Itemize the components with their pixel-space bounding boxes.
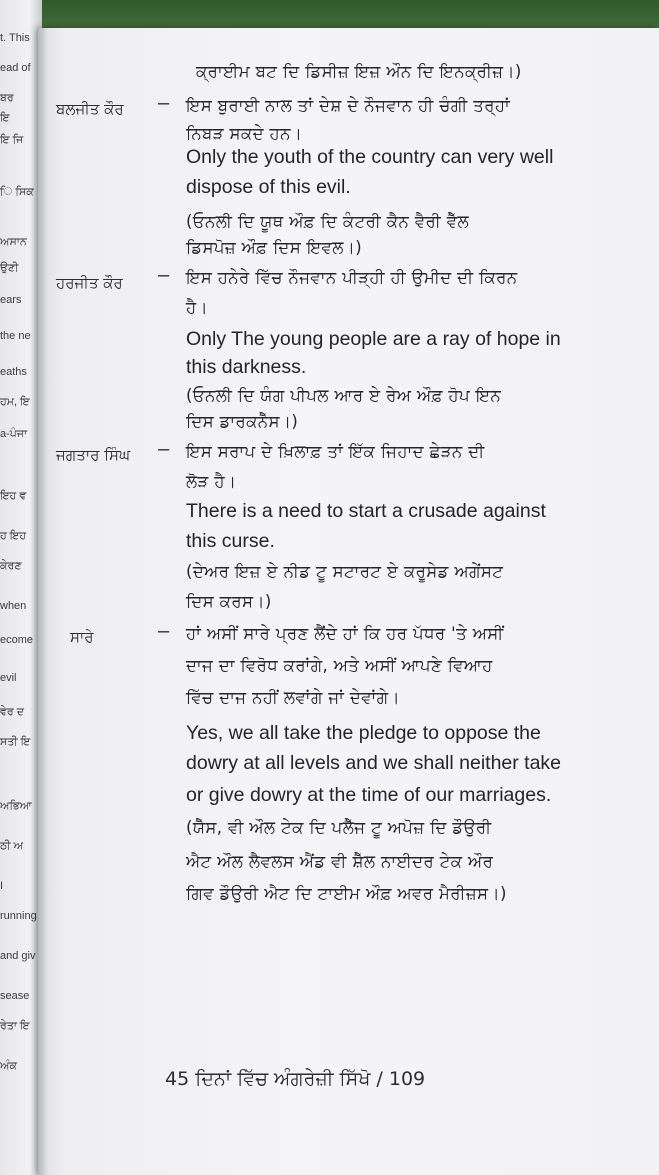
page-gutter-shadow <box>38 28 48 1175</box>
punjabi-line: (ਓਨਲੀ ਦਿ ਯੂਥ ਔਫ਼ ਦਿ ਕੰਟਰੀ ਕੈਨ ਵੈਰੀ ਵੈੱਲ <box>186 212 470 231</box>
english-line: this darkness. <box>186 356 307 378</box>
english-line: Only the youth of the country can very well <box>186 146 554 168</box>
left-page-fragment: t. This <box>0 32 30 44</box>
english-line: or give dowry at the time of our marriages. <box>186 784 552 806</box>
page-footer: 45 ਦਿਨਾਂ ਵਿੱਚ ਅੰਗਰੇਜ਼ੀ ਸਿੱਖੋ / 109 <box>165 1068 426 1090</box>
dialogue-dash: – <box>158 92 170 114</box>
left-page-fragment: ਹਮ, ਇ <box>0 396 30 408</box>
left-page-fragment: a-ਪੰਜਾ <box>0 428 28 440</box>
dialogue-dash: – <box>158 264 170 286</box>
left-page-fragment: ਇ ਜਿ <box>0 134 24 146</box>
left-page-fragment: ead of <box>0 62 31 74</box>
dialogue-dash: – <box>158 620 170 642</box>
left-page-fragment: ਅਸਾਨ <box>0 236 27 248</box>
left-page-fragment: eaths <box>0 366 27 378</box>
english-line: this curse. <box>186 530 275 552</box>
left-page-fragment: ਬਰ <box>0 92 14 104</box>
english-line: Yes, we all take the pledge to oppose the <box>186 722 541 744</box>
punjabi-line: ਦਿਸ ਡਾਰਕਨੈੱਸ।) <box>186 412 299 431</box>
punjabi-line: ਇਸ ਸਰਾਪ ਦੇ ਖ਼ਿਲਾਫ਼ ਤਾਂ ਇੱਕ ਜਿਹਾਦ ਛੇੜਨ ਦੀ <box>186 442 485 461</box>
punjabi-line: (ਦੇਅਰ ਇਜ਼ ਏ ਨੀਡ ਟੂ ਸਟਾਰਟ ਏ ਕਰੂਸੇਡ ਅਗੇਂਸਟ <box>186 562 504 581</box>
left-page-fragment: ਅਭਿਆ <box>0 800 32 812</box>
left-page-fragment: and giv <box>0 950 36 962</box>
speaker-name: ਜਗਤਾਰ ਸਿੰਘ <box>56 446 131 464</box>
left-page-fragment: ਉਣੀ <box>0 262 19 274</box>
left-page-fragment: ਰੇਤਾ ਇ <box>0 1020 30 1032</box>
punjabi-line: ਹੈ। <box>186 298 209 317</box>
left-page-fragment: ਅੰਕ <box>0 1060 17 1072</box>
punjabi-line: ਹਾਂ ਅਸੀਂ ਸਾਰੇ ਪ੍ਰਣ ਲੈਂਦੇ ਹਾਂ ਕਿ ਹਰ ਪੱਧਰ 'ਤੇ ਅਸੀਂ <box>186 624 504 643</box>
punjabi-line: ਇਸ ਹਨੇਰੇ ਵਿੱਚ ਨੌਜਵਾਨ ਪੀੜ੍ਹੀ ਹੀ ਉਮੀਦ ਦੀ ਕਿਰਨ <box>186 268 518 287</box>
left-page-fragment: ਇ <box>0 112 10 124</box>
english-line: dowry at all levels and we shall neither take <box>186 752 562 774</box>
punjabi-line: (ਓਨਲੀ ਦਿ ਯੰਗ ਪੀਪਲ ਆਰ ਏ ਰੇਅ ਔਫ਼ ਹੋਪ ਇਨ <box>186 386 502 405</box>
speaker-name: ਹਰਜੀਤ ਕੌਰ <box>56 274 123 292</box>
english-line: dispose of this evil. <box>186 176 351 198</box>
speaker-name: ਬਲਜੀਤ ਕੌਰ <box>56 100 124 118</box>
punjabi-line: ਗਿਵ ਡੌਉਰੀ ਐਟ ਦਿ ਟਾਈਮ ਔਫ਼ ਅਵਰ ਮੈਰੀਜ਼ਸ।) <box>186 884 507 903</box>
left-page-fragment: ਠੀ ਅ <box>0 840 24 852</box>
punjabi-line: ਡਿਸਪੋਜ਼ ਔਫ਼ ਦਿਸ ਇਵਲ।) <box>186 238 363 257</box>
punjabi-line: ਨਿਬੜ ਸਕਦੇ ਹਨ। <box>186 124 303 143</box>
punjabi-line: ਦਾਜ ਦਾ ਵਿਰੋਧ ਕਰਾਂਗੇ, ਅਤੇ ਅਸੀਂ ਆਪਣੇ ਵਿਆਹ <box>186 656 493 675</box>
english-line: Only The young people are a ray of hope in <box>186 328 561 350</box>
punjabi-line: ਇਸ ਬੁਰਾਈ ਨਾਲ ਤਾਂ ਦੇਸ਼ ਦੇ ਨੌਜਵਾਨ ਹੀ ਚੰਗੀ ਤਰ੍ਹਾਂ <box>186 96 511 115</box>
left-page-fragment: running <box>0 910 37 922</box>
dialogue-dash: – <box>158 438 170 460</box>
punjabi-line: (ਯੈੱਸ, ਵੀ ਔਲ ਟੇਕ ਦਿ ਪਲੈੱਜ ਟੂ ਅਪੋਜ਼ ਦਿ ਡੌਉਰੀ <box>186 818 492 837</box>
punjabi-line: ਵਿੱਚ ਦਾਜ ਨਹੀਂ ਲਵਾਂਗੇ ਜਾਂ ਦੇਵਾਂਗੇ। <box>186 688 401 707</box>
speaker-name: ਸਾਰੇ <box>70 628 94 646</box>
punjabi-line: ਐਟ ਔਲ ਲੈਵਲਸ ਐਂਡ ਵੀ ਸ਼ੈੱਲ ਨਾਈਦਰ ਟੇਕ ਔਰ <box>186 852 494 871</box>
left-page-fragment: evil <box>0 672 17 684</box>
left-page-fragment: ਕੇਰਣ <box>0 560 22 572</box>
punjabi-line: ਦਿਸ ਕਰਸ।) <box>186 592 272 611</box>
left-page-fragment: ears <box>0 294 22 306</box>
left-page-fragment: the ne <box>0 330 31 342</box>
left-facing-page <box>0 0 42 1175</box>
left-page-fragment: ਵੇਰ ਦ <box>0 706 25 718</box>
left-page-fragment: ecome <box>0 634 34 646</box>
punjabi-line: ਲੋੜ ਹੈ। <box>186 472 237 491</box>
left-page-fragment: I <box>0 880 4 892</box>
left-page-fragment: ਸਤੀ ਇ <box>0 736 31 748</box>
left-page-fragment: ਹ ਇਹ <box>0 530 27 542</box>
left-page-fragment: ਇਹ ਵ <box>0 490 27 502</box>
left-page-fragment: ਿ ਸਿਕ <box>0 186 34 198</box>
left-page-fragment: when <box>0 600 27 612</box>
punjabi-line: ਕ੍ਰਾਈਮ ਬਟ ਦਿ ਡਿਸੀਜ਼ ਇਜ਼ ਔਨ ਦਿ ਇਨਕ੍ਰੀਜ਼।) <box>196 62 522 81</box>
left-page-fragment: sease <box>0 990 30 1002</box>
english-line: There is a need to start a crusade against <box>186 500 546 522</box>
